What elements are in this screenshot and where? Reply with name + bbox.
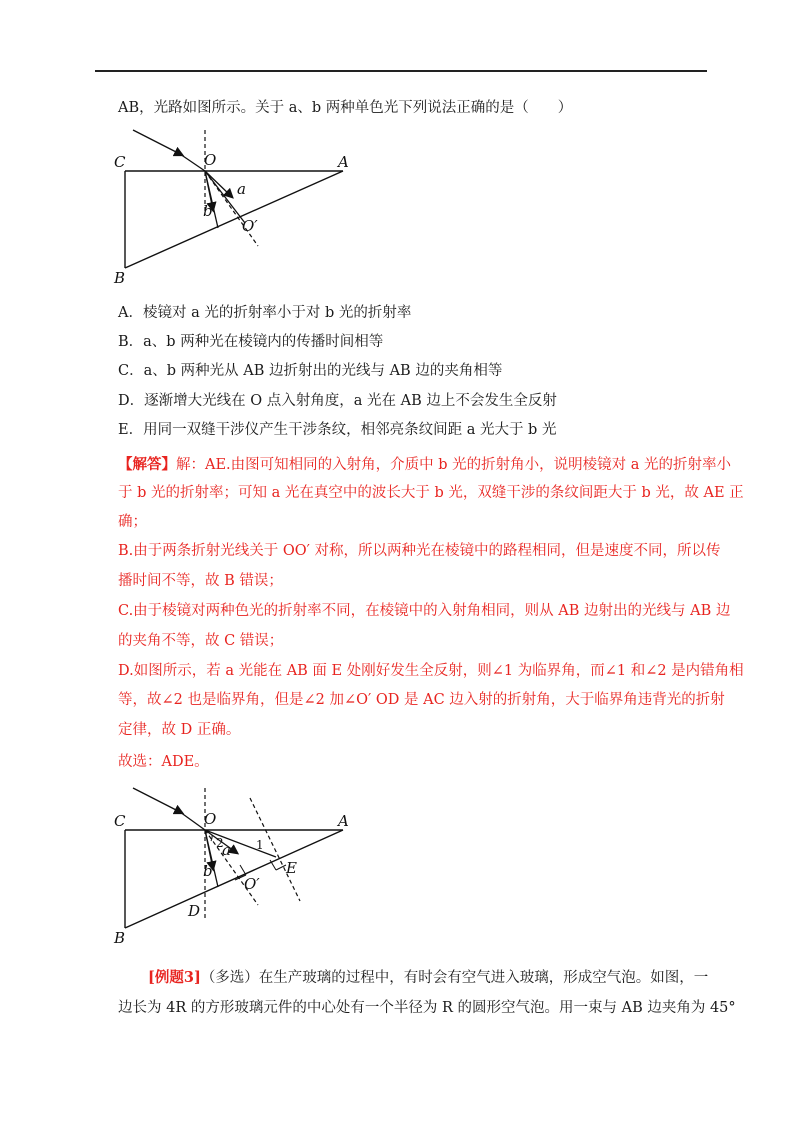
example3-tag: [例题3] bbox=[148, 969, 201, 986]
label-A: A bbox=[338, 153, 349, 171]
header-rule bbox=[95, 70, 707, 72]
label-D-2: D bbox=[188, 902, 201, 920]
option-a: A．棱镜对 a 光的折射率小于对 b 光的折射率 bbox=[118, 305, 412, 321]
incident-ray-2 bbox=[133, 788, 182, 813]
answer-tag: 【解答】 bbox=[118, 456, 176, 473]
label-b: b bbox=[203, 202, 213, 220]
answer-line-8: D.如图所示，若 a 光能在 AB 面 E 处刚好发生全反射，则∠1 为临界角，而∠1 和∠2 是内错角相 bbox=[118, 663, 744, 679]
prism-outline-2 bbox=[125, 830, 343, 928]
figure-2-prism-diagram bbox=[100, 783, 370, 948]
option-c: C．a、b 两种光从 AB 边折射出的光线与 AB 边的夹角相等 bbox=[118, 363, 503, 379]
label-O-prime-2: O′ bbox=[244, 875, 260, 893]
answer-line-3: 确； bbox=[118, 514, 147, 530]
label-b-2: b bbox=[203, 862, 213, 880]
option-d: D．逐渐增大光线在 O 点入射角度，a 光在 AB 边上不会发生全反射 bbox=[118, 393, 557, 409]
label-C-2: C bbox=[114, 812, 126, 830]
label-O-2: O bbox=[204, 810, 217, 828]
answer-choice: 故选：ADE。 bbox=[118, 754, 209, 770]
option-e: E．用同一双缝干涉仪产生干涉条纹，相邻亮条纹间距 a 光大于 b 光 bbox=[118, 422, 557, 438]
label-a-2: a bbox=[222, 841, 231, 859]
label-B-2: B bbox=[114, 929, 126, 947]
incident-ray bbox=[133, 130, 182, 155]
answer-line-9: 等，故∠2 也是临界角，但是∠2 加∠O′ OD 是 AC 边入射的折射角，大于临界角违背光的折射 bbox=[118, 692, 725, 708]
label-angle-2: 2 bbox=[216, 836, 224, 850]
answer-line-7: 的夹角不等，故 C 错误； bbox=[118, 633, 284, 649]
label-a: a bbox=[237, 180, 246, 198]
label-E-2: E bbox=[286, 859, 297, 877]
prism-outline bbox=[125, 171, 343, 268]
answer-line-2: 于 b 光的折射率；可知 a 光在真空中的波长大于 b 光，双缝干涉的条纹间距大于 b 光，故 AE 正 bbox=[118, 485, 744, 501]
label-angle-1: 1 bbox=[256, 838, 264, 852]
question-stem-tail: AB，光路如图所示。关于 a、b 两种单色光下列说法正确的是（ ） bbox=[118, 100, 573, 116]
label-C: C bbox=[114, 153, 126, 171]
answer-line-6: C.由于棱镜对两种色光的折射率不同，在棱镜中的入射角相同，则从 AB 边射出的光线与 AB 边 bbox=[118, 603, 731, 619]
label-O-prime: O′ bbox=[242, 217, 258, 235]
example3-line-2: 边长为 4R 的方形玻璃元件的中心处有一个半径为 R 的圆形空气泡。用一束与 AB 边夹角为 45° bbox=[118, 1000, 736, 1016]
answer-line-1 bbox=[118, 455, 731, 475]
example3-text-1: （多选）在生产玻璃的过程中，有时会有空气进入玻璃，形成空气泡。如图，一 bbox=[200, 970, 709, 986]
example3-line-1 bbox=[148, 968, 708, 988]
answer-line-4: B.由于两条折射光线关于 OO′ 对称，所以两种光在棱镜中的路程相同，但是速度不同，所以传 bbox=[118, 543, 721, 559]
option-b: B．a、b 两种光在棱镜内的传播时间相等 bbox=[118, 334, 384, 350]
answer-text-1: 解：AE.由图可知相同的入射角，介质中 b 光的折射角小，说明棱镜对 a 光的折射率小 bbox=[176, 457, 732, 473]
label-B: B bbox=[114, 269, 126, 287]
label-A-2: A bbox=[338, 812, 349, 830]
figure-1-prism-diagram bbox=[100, 128, 370, 288]
answer-line-5: 播时间不等，故 B 错误； bbox=[118, 573, 283, 589]
label-O: O bbox=[204, 151, 217, 169]
answer-line-10: 定律，故 D 正确。 bbox=[118, 722, 241, 738]
